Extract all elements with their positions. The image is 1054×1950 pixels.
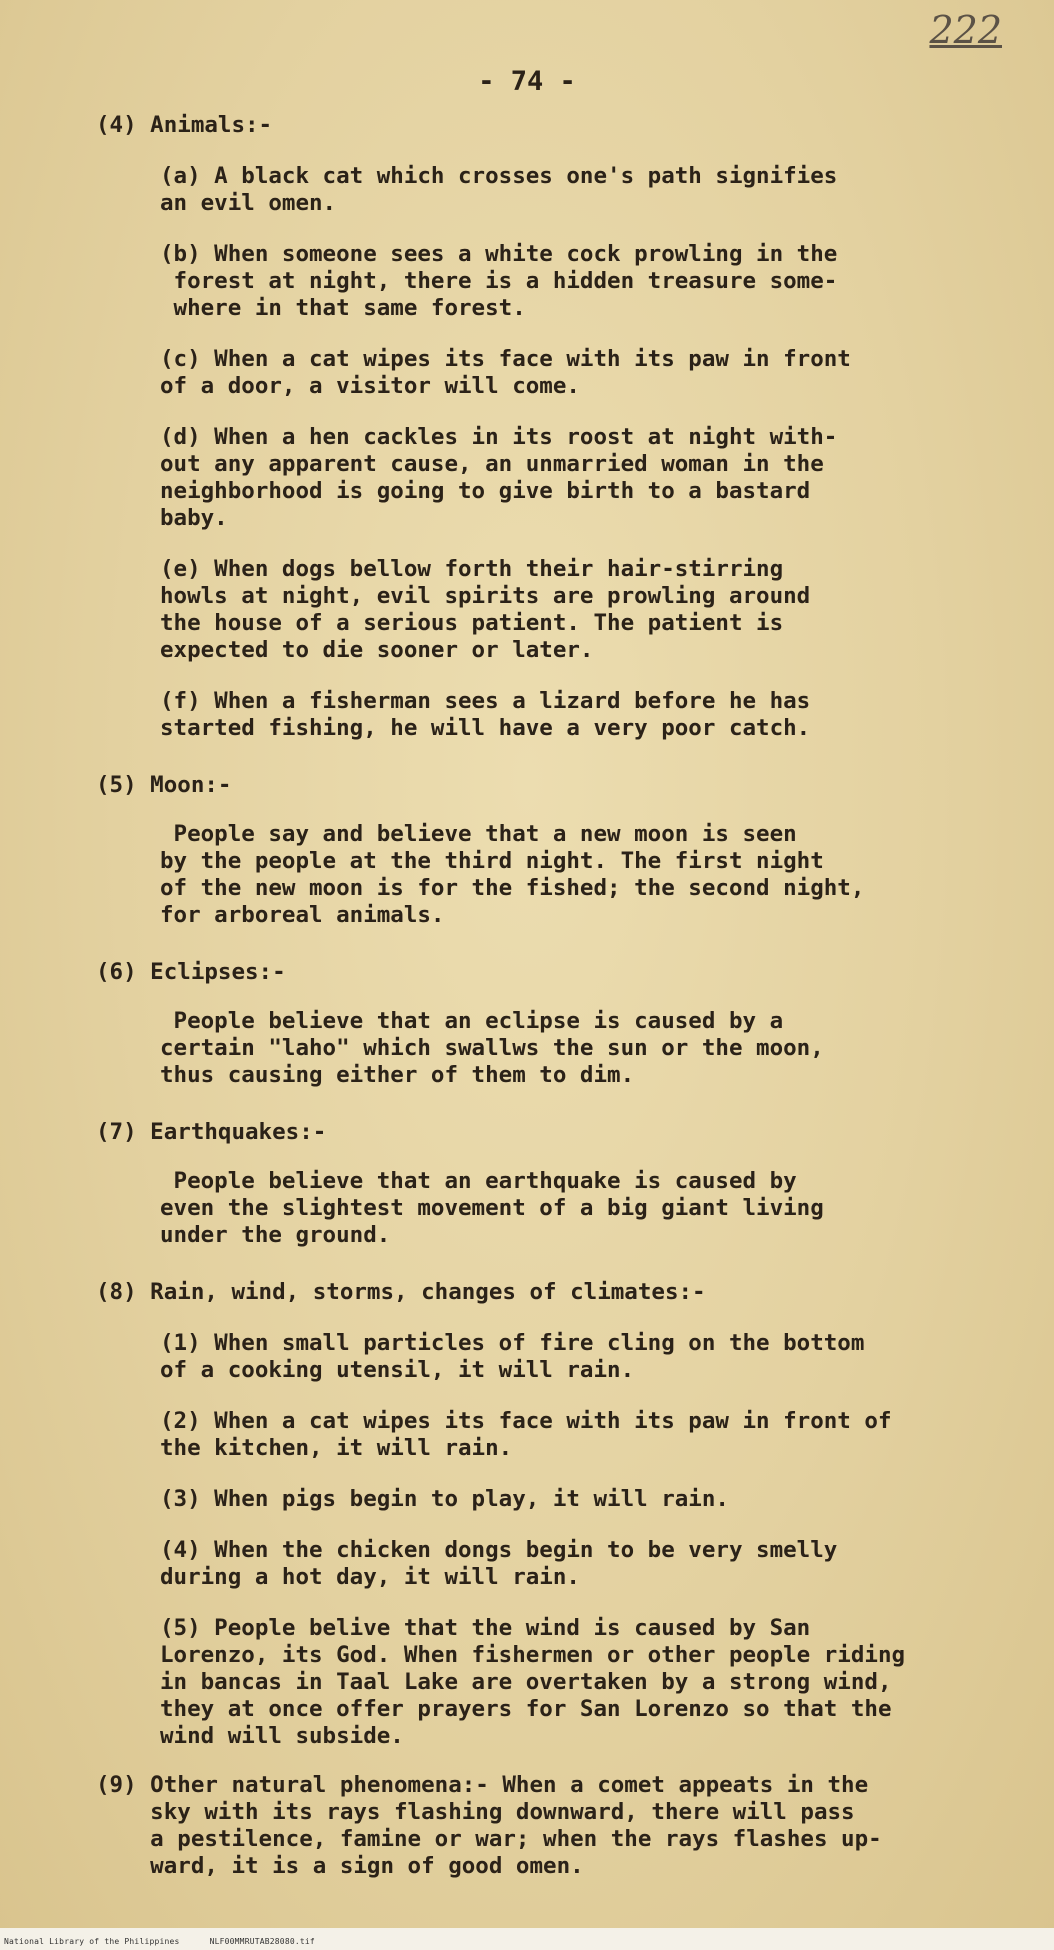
list-item: (d) When a hen cackles in its roost at night with- out any apparent cause, an unmarried woman in the neighborhood is going to give birth to a bastard baby. <box>160 424 838 531</box>
list-item: (2) When a cat wipes its face with its paw in front of the kitchen, it will rain. <box>160 1408 892 1461</box>
section-heading-weather: (8) Rain, wind, storms, changes of climates:- <box>96 1279 706 1305</box>
footer-credit: National Library of the Philippines NLF00MMRUTAB28080.tif <box>4 1937 315 1946</box>
section-heading-animals: (4) Animals:- <box>96 112 273 138</box>
list-item: (e) When dogs bellow forth their hair-stirring howls at night, evil spirits are prowling around the house of a serious patient. The patient is expected to die sooner or later. <box>160 556 811 663</box>
list-item: (3) When pigs begin to play, it will rain. <box>160 1486 729 1512</box>
section-other-phenomena: (9) Other natural phenomena:- When a comet appeats in the sky with its rays flashing downward, there will pass a pestilence, famine or war; when the rays flashes up- ward, it is a sign of good omen. <box>96 1772 882 1879</box>
scan-margin <box>0 1928 1054 1950</box>
list-item: (b) When someone sees a white cock prowling in the forest at night, there is a hidden treasure some- where in that same forest. <box>160 241 838 321</box>
list-item: (5) People belive that the wind is caused by San Lorenzo, its God. When fishermen or other people riding in bancas in Taal Lake are overtaken by a strong wind, they at once offer prayers for San Lorenzo so that the wind will subside. <box>160 1615 906 1749</box>
paragraph: People believe that an eclipse is caused by a certain "laho" which swallws the sun or the moon, thus causing either of them to dim. <box>160 1008 824 1088</box>
section-heading-eclipses: (6) Eclipses:- <box>96 959 286 985</box>
list-item: (f) When a fisherman sees a lizard before he has started fishing, he will have a very poor catch. <box>160 688 811 741</box>
paragraph: People say and believe that a new moon is seen by the people at the third night. The first night of the new moon is for the fished; the second night, for arboreal animals. <box>160 821 865 928</box>
page-annotation: 222 <box>929 8 1002 52</box>
paragraph: People believe that an earthquake is caused by even the slightest movement of a big giant living under the ground. <box>160 1168 824 1248</box>
page-number: - 74 - <box>478 66 576 97</box>
list-item: (a) A black cat which crosses one's path signifies an evil omen. <box>160 163 838 216</box>
document-body <box>96 112 1016 1880</box>
list-item: (4) When the chicken dongs begin to be very smelly during a hot day, it will rain. <box>160 1537 838 1590</box>
list-item: (c) When a cat wipes its face with its paw in front of a door, a visitor will come. <box>160 346 851 399</box>
list-item: (1) When small particles of fire cling on the bottom of a cooking utensil, it will rain. <box>160 1330 865 1383</box>
section-heading-moon: (5) Moon:- <box>96 772 232 798</box>
section-heading-earthquakes: (7) Earthquakes:- <box>96 1119 327 1145</box>
